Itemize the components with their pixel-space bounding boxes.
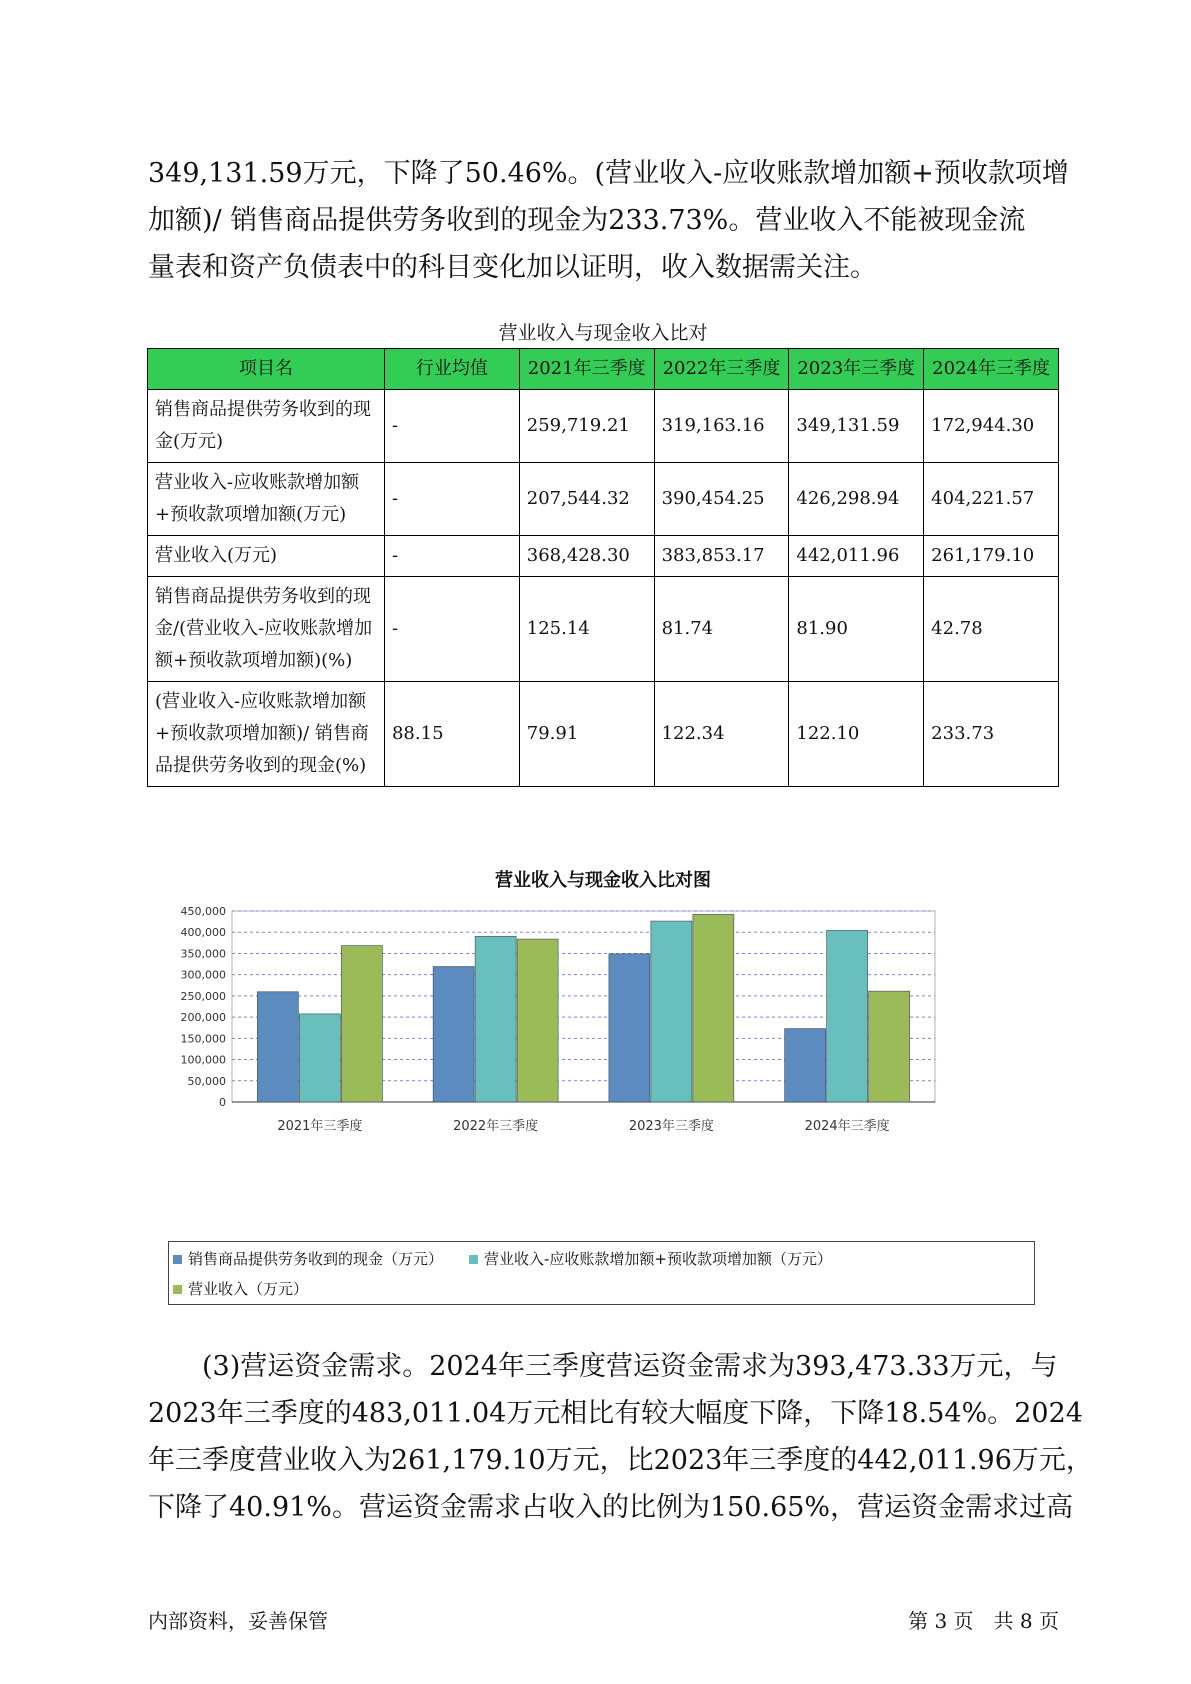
x-tick-label: 2023年三季度 [628, 1119, 714, 1134]
table-cell: 125.14 [519, 577, 654, 682]
table-cell: 383,853.17 [654, 536, 789, 577]
table-cell: 122.34 [654, 682, 789, 787]
legend-label: 销售商品提供劳务收到的现金（万元） [188, 1250, 444, 1268]
column-header: 2024年三季度 [924, 349, 1059, 390]
text-line: 下降了40.91%。营运资金需求占收入的比例为150.65%，营运资金需求过高 [148, 1492, 1074, 1523]
bar-chart [160, 900, 1030, 1230]
footer-confidential-note: 内部资料，妥善保管 [148, 1609, 328, 1633]
footer-page-number: 第 3 页 共 8 页 [908, 1609, 1059, 1633]
text-line: (3)营运资金需求。2024年三季度营运资金需求为393,473.33万元，与 [148, 1351, 1058, 1382]
bar [433, 967, 474, 1102]
bar [785, 1029, 826, 1102]
text-line: 2023年三季度的483,011.04万元相比有较大幅度下降，下降18.54%。2024 [148, 1398, 1083, 1429]
text-line: 量表和资产负债表中的科目变化加以证明，收入数据需关注。 [148, 252, 877, 283]
chart-legend [168, 1241, 1035, 1305]
table-row [148, 682, 1059, 787]
y-tick-label: 200,000 [180, 1011, 226, 1025]
table-cell: 349,131.59 [789, 390, 924, 463]
table-cell: - [384, 536, 519, 577]
table-cell: - [384, 390, 519, 463]
bar [341, 946, 382, 1102]
table-cell: 368,428.30 [519, 536, 654, 577]
table-cell: 319,163.16 [654, 390, 789, 463]
table-cell: 207,544.32 [519, 463, 654, 536]
table-cell: 442,011.96 [789, 536, 924, 577]
y-tick-label: 50,000 [187, 1074, 226, 1088]
table-row [148, 463, 1059, 536]
row-label: 营业收入-应收账款增加额+预收款项增加额(万元) [148, 463, 385, 536]
table-cell: 172,944.30 [924, 390, 1059, 463]
x-tick-label: 2024年三季度 [804, 1119, 890, 1134]
bar [475, 936, 516, 1102]
column-header: 2023年三季度 [789, 349, 924, 390]
bar [517, 939, 558, 1102]
legend-label: 营业收入（万元） [188, 1280, 309, 1298]
paragraph-revenue-analysis [148, 150, 1069, 291]
text-line: 349,131.59万元，下降了50.46%。(营业收入-应收账款增加额+预收款项增 [148, 158, 1069, 189]
y-tick-label: 450,000 [180, 905, 226, 918]
table-cell: 404,221.57 [924, 463, 1059, 536]
revenue-cash-comparison-table [147, 348, 1059, 787]
table-cell: 122.10 [789, 682, 924, 787]
y-tick-label: 400,000 [180, 926, 226, 940]
y-tick-label: 0 [219, 1096, 226, 1109]
column-header: 2022年三季度 [654, 349, 789, 390]
row-label: 销售商品提供劳务收到的现金(万元) [148, 390, 385, 463]
table-cell: - [384, 463, 519, 536]
column-header: 2021年三季度 [519, 349, 654, 390]
paragraph-working-capital [148, 1343, 1093, 1531]
legend-swatch [469, 1255, 478, 1264]
column-header: 行业均值 [384, 349, 519, 390]
bar [299, 1014, 340, 1102]
row-label: 销售商品提供劳务收到的现金/(营业收入-应收账款增加额+预收款项增加额)(%) [148, 577, 385, 682]
table-cell: 259,719.21 [519, 390, 654, 463]
bar [609, 954, 650, 1102]
table-cell: 261,179.10 [924, 536, 1059, 577]
bar [869, 991, 910, 1102]
table-caption: 营业收入与现金收入比对 [498, 322, 708, 344]
legend-item [173, 1278, 308, 1299]
chart-title: 营业收入与现金收入比对图 [495, 870, 711, 891]
legend-swatch [173, 1285, 182, 1294]
table-cell: 426,298.94 [789, 463, 924, 536]
table-cell: 42.78 [924, 577, 1059, 682]
bar [257, 992, 298, 1102]
y-tick-label: 350,000 [180, 947, 226, 961]
table-cell: 88.15 [384, 682, 519, 787]
table-cell: 390,454.25 [654, 463, 789, 536]
legend-swatch [173, 1255, 182, 1264]
bar [693, 914, 734, 1102]
table-cell: - [384, 577, 519, 682]
table-header-row [148, 349, 1059, 390]
legend-item [469, 1248, 832, 1269]
y-tick-label: 150,000 [180, 1032, 226, 1046]
y-tick-label: 100,000 [180, 1053, 226, 1067]
table-row [148, 577, 1059, 682]
column-header: 项目名 [148, 349, 385, 390]
row-label: 营业收入(万元) [148, 536, 385, 577]
x-tick-label: 2022年三季度 [453, 1119, 539, 1134]
legend-item [173, 1248, 443, 1269]
table-cell: 81.90 [789, 577, 924, 682]
legend-label: 营业收入-应收账款增加额+预收款项增加额（万元） [484, 1250, 832, 1268]
y-tick-label: 300,000 [180, 968, 226, 982]
x-tick-label: 2021年三季度 [277, 1119, 363, 1134]
row-label: (营业收入-应收账款增加额+预收款项增加额)/ 销售商品提供劳务收到的现金(%) [148, 682, 385, 787]
table-cell: 81.74 [654, 577, 789, 682]
table-cell: 79.91 [519, 682, 654, 787]
bar [651, 921, 692, 1102]
table-row [148, 390, 1059, 463]
table-row [148, 536, 1059, 577]
text-line: 年三季度营业收入为261,179.10万元，比2023年三季度的442,011.96万元， [148, 1445, 1093, 1476]
text-line: 加额)/ 销售商品提供劳务收到的现金为233.73%。营业收入不能被现金流 [148, 205, 1026, 236]
y-tick-label: 250,000 [180, 989, 226, 1003]
bar [827, 930, 868, 1102]
table-cell: 233.73 [924, 682, 1059, 787]
